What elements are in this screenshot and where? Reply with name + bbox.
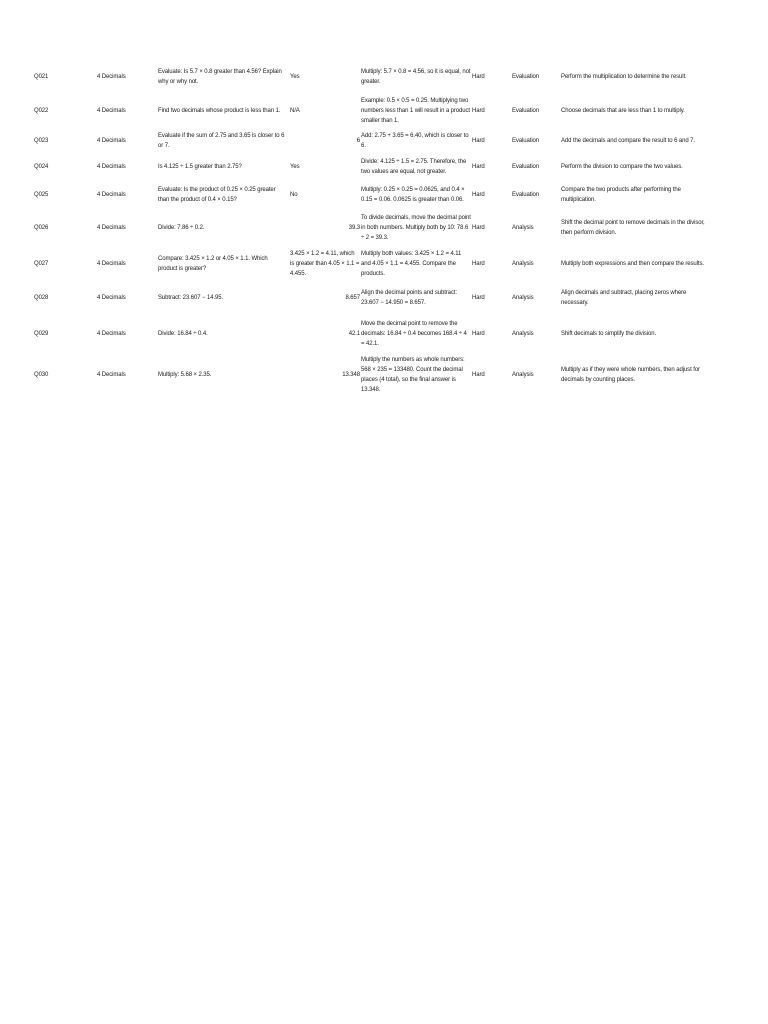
explanation-cell-text: Align the decimal points and subtract: 23.607 − 14.950 = 8.657. xyxy=(361,290,457,306)
question-cell xyxy=(158,152,288,182)
explanation-cell-text: Multiply: 0.25 × 0.25 = 0.0625, and 0.4 × 0.15 = 0.06. 0.0625 is greater than 0.06. xyxy=(361,187,465,203)
type-cell-text: Evaluation xyxy=(512,74,540,80)
explanation-cell xyxy=(361,182,471,208)
question-cell xyxy=(158,248,288,280)
explanation-cell xyxy=(361,316,471,352)
type-cell xyxy=(512,62,560,92)
table-row xyxy=(0,62,768,92)
category-cell-text: 4 Decimals xyxy=(97,164,126,170)
question-id-cell-text: Q022 xyxy=(34,108,49,114)
category-cell xyxy=(97,352,152,398)
question-cell-text: Evaluate: Is the product of 0.25 × 0.25 greater than the product of 0.4 × 0.15? xyxy=(158,187,276,203)
explanation-cell xyxy=(361,62,471,92)
category-cell-text: 4 Decimals xyxy=(97,372,126,378)
question-id-cell xyxy=(34,280,84,316)
table-row xyxy=(0,316,768,352)
difficulty-cell xyxy=(472,316,512,352)
explanation-cell xyxy=(361,130,471,152)
category-cell-text: 4 Decimals xyxy=(97,138,126,144)
question-id-cell-text: Q028 xyxy=(34,295,49,301)
question-id-cell xyxy=(34,352,84,398)
spreadsheet-table xyxy=(0,62,768,398)
answer-cell xyxy=(290,316,360,352)
answer-cell-text: 8.657 xyxy=(345,295,360,301)
hint-cell xyxy=(561,152,711,182)
table-row xyxy=(0,248,768,280)
hint-cell-text: Multiply both expressions and then compare the results. xyxy=(561,261,704,267)
question-cell xyxy=(158,208,288,248)
question-cell xyxy=(158,182,288,208)
type-cell-text: Analysis xyxy=(512,225,534,231)
table-row xyxy=(0,130,768,152)
question-cell-text: Divide: 16.84 ÷ 0.4. xyxy=(158,331,208,337)
type-cell-text: Analysis xyxy=(512,331,534,337)
category-cell xyxy=(97,208,152,248)
difficulty-cell-text: Hard xyxy=(472,261,485,267)
question-cell xyxy=(158,130,288,152)
question-id-cell-text: Q024 xyxy=(34,164,49,170)
category-cell xyxy=(97,248,152,280)
hint-cell-text: Shift the decimal point to remove decimals in the divisor, then perform division. xyxy=(561,220,705,236)
question-cell xyxy=(158,316,288,352)
answer-cell-text: No xyxy=(290,192,298,198)
question-cell xyxy=(158,280,288,316)
difficulty-cell xyxy=(472,248,512,280)
hint-cell xyxy=(561,92,711,130)
type-cell xyxy=(512,92,560,130)
category-cell xyxy=(97,280,152,316)
question-id-cell-text: Q029 xyxy=(34,331,49,337)
type-cell xyxy=(512,182,560,208)
question-id-cell-text: Q027 xyxy=(34,261,49,267)
hint-cell-text: Add the decimals and compare the result to 6 and 7. xyxy=(561,138,695,144)
answer-cell-text: 3.425 × 1.2 = 4.11, which is greater than 4.05 × 1.1 = 4.455. xyxy=(290,251,360,277)
difficulty-cell xyxy=(472,62,512,92)
question-cell-text: Compare: 3.425 × 1.2 or 4.05 × 1.1. Which product is greater? xyxy=(158,256,268,272)
answer-cell-text: Yes xyxy=(290,74,300,80)
question-cell-text: Evaluate if the sum of 2.75 and 3.65 is closer to 6 or 7. xyxy=(158,133,285,149)
difficulty-cell xyxy=(472,352,512,398)
question-cell-text: Is 4.125 ÷ 1.5 greater than 2.75? xyxy=(158,164,242,170)
explanation-cell-text: Move the decimal point to remove the decimals: 16.84 ÷ 0.4 becomes 168.4 ÷ 4 = 42.1. xyxy=(361,321,467,347)
question-id-cell xyxy=(34,182,84,208)
hint-cell xyxy=(561,208,711,248)
type-cell-text: Analysis xyxy=(512,295,534,301)
question-id-cell xyxy=(34,152,84,182)
question-cell-text: Find two decimals whose product is less than 1. xyxy=(158,108,281,114)
question-id-cell xyxy=(34,316,84,352)
type-cell-text: Analysis xyxy=(512,372,534,378)
explanation-cell-text: Multiply both values: 3.425 × 1.2 = 4.11 and 4.05 × 1.1 = 4.455. Compare the products. xyxy=(361,251,462,277)
difficulty-cell-text: Hard xyxy=(472,331,485,337)
question-cell-text: Subtract: 23.607 − 14.95. xyxy=(158,295,224,301)
question-cell-text: Divide: 7.86 ÷ 0.2. xyxy=(158,225,205,231)
category-cell xyxy=(97,152,152,182)
explanation-cell-text: Example: 0.5 × 0.5 = 0.25. Multiplying two numbers less than 1 will result in a product smaller than 1. xyxy=(361,98,470,124)
answer-cell-text: Yes xyxy=(290,164,300,170)
table-row xyxy=(0,208,768,248)
question-id-cell-text: Q025 xyxy=(34,192,49,198)
explanation-cell-text: Add: 2.75 + 3.65 = 6.40, which is closer to 6. xyxy=(361,133,469,149)
type-cell xyxy=(512,208,560,248)
hint-cell-text: Perform the multiplication to determine the result. xyxy=(561,74,687,80)
hint-cell-text: Compare the two products after performing the multiplication. xyxy=(561,187,681,203)
question-id-cell xyxy=(34,62,84,92)
category-cell xyxy=(97,130,152,152)
difficulty-cell-text: Hard xyxy=(472,108,485,114)
type-cell-text: Evaluation xyxy=(512,192,540,198)
table-row xyxy=(0,152,768,182)
type-cell-text: Evaluation xyxy=(512,164,540,170)
type-cell xyxy=(512,152,560,182)
answer-cell xyxy=(290,248,360,280)
difficulty-cell-text: Hard xyxy=(472,192,485,198)
category-cell-text: 4 Decimals xyxy=(97,108,126,114)
category-cell-text: 4 Decimals xyxy=(97,295,126,301)
hint-cell-text: Choose decimals that are less than 1 to multiply. xyxy=(561,108,685,114)
difficulty-cell-text: Hard xyxy=(472,372,485,378)
answer-cell-text: 42.1 xyxy=(348,331,360,337)
answer-cell xyxy=(290,62,360,92)
explanation-cell-text: Multiply: 5.7 × 0.8 = 4.56, so it is equal, not greater. xyxy=(361,69,471,85)
explanation-cell xyxy=(361,280,471,316)
answer-cell xyxy=(290,152,360,182)
question-cell-text: Evaluate: Is 5.7 × 0.8 greater than 4.56? Explain why or why not. xyxy=(158,69,282,85)
difficulty-cell xyxy=(472,92,512,130)
hint-cell-text: Perform the division to compare the two values. xyxy=(561,164,683,170)
explanation-cell xyxy=(361,152,471,182)
difficulty-cell xyxy=(472,130,512,152)
category-cell-text: 4 Decimals xyxy=(97,74,126,80)
explanation-cell-text: To divide decimals, move the decimal point in both numbers. Multiply both by 10: 78.6 ÷ 2 = 39.3. xyxy=(361,215,471,241)
type-cell-text: Analysis xyxy=(512,261,534,267)
category-cell xyxy=(97,92,152,130)
type-cell xyxy=(512,316,560,352)
answer-cell-text: 6 xyxy=(356,138,360,144)
hint-cell-text: Multiply as if they were whole numbers, then adjust for decimals by counting places. xyxy=(561,367,700,383)
question-id-cell xyxy=(34,248,84,280)
difficulty-cell xyxy=(472,152,512,182)
answer-cell-text: 13.348 xyxy=(342,372,360,378)
hint-cell-text: Align decimals and subtract, placing zeros where necessary. xyxy=(561,290,687,306)
hint-cell xyxy=(561,62,711,92)
question-cell xyxy=(158,352,288,398)
hint-cell xyxy=(561,316,711,352)
difficulty-cell xyxy=(472,208,512,248)
answer-cell-text: 39.3 xyxy=(348,225,360,231)
question-id-cell xyxy=(34,92,84,130)
category-cell xyxy=(97,316,152,352)
difficulty-cell-text: Hard xyxy=(472,295,485,301)
question-cell xyxy=(158,62,288,92)
explanation-cell-text: Divide: 4.125 ÷ 1.5 = 2.75. Therefore, the two values are equal, not greater. xyxy=(361,159,467,175)
type-cell xyxy=(512,130,560,152)
type-cell xyxy=(512,248,560,280)
category-cell xyxy=(97,182,152,208)
difficulty-cell-text: Hard xyxy=(472,164,485,170)
explanation-cell xyxy=(361,92,471,130)
category-cell-text: 4 Decimals xyxy=(97,225,126,231)
question-id-cell-text: Q026 xyxy=(34,225,49,231)
question-cell-text: Multiply: 5.68 × 2.35. xyxy=(158,372,212,378)
hint-cell-text: Shift decimals to simplify the division. xyxy=(561,331,657,337)
table-row xyxy=(0,280,768,316)
explanation-cell xyxy=(361,352,471,398)
hint-cell xyxy=(561,352,711,398)
category-cell-text: 4 Decimals xyxy=(97,261,126,267)
table-row xyxy=(0,352,768,398)
type-cell xyxy=(512,352,560,398)
category-cell-text: 4 Decimals xyxy=(97,192,126,198)
difficulty-cell-text: Hard xyxy=(472,225,485,231)
answer-cell-text: N/A xyxy=(290,108,300,114)
question-id-cell-text: Q030 xyxy=(34,372,49,378)
difficulty-cell-text: Hard xyxy=(472,74,485,80)
question-id-cell xyxy=(34,208,84,248)
answer-cell xyxy=(290,130,360,152)
answer-cell xyxy=(290,280,360,316)
category-cell xyxy=(97,62,152,92)
difficulty-cell-text: Hard xyxy=(472,138,485,144)
difficulty-cell xyxy=(472,280,512,316)
question-cell xyxy=(158,92,288,130)
question-id-cell xyxy=(34,130,84,152)
difficulty-cell xyxy=(472,182,512,208)
answer-cell xyxy=(290,208,360,248)
question-id-cell-text: Q023 xyxy=(34,138,49,144)
table-row xyxy=(0,182,768,208)
explanation-cell xyxy=(361,248,471,280)
hint-cell xyxy=(561,130,711,152)
type-cell xyxy=(512,280,560,316)
hint-cell xyxy=(561,182,711,208)
explanation-cell-text: Multiply the numbers as whole numbers: 568 × 235 = 133480. Count the decimal places (4 total), so the final answer is 13.348. xyxy=(361,357,465,393)
category-cell-text: 4 Decimals xyxy=(97,331,126,337)
answer-cell xyxy=(290,182,360,208)
answer-cell xyxy=(290,352,360,398)
answer-cell xyxy=(290,92,360,130)
hint-cell xyxy=(561,280,711,316)
table-row xyxy=(0,92,768,130)
explanation-cell xyxy=(361,208,471,248)
question-id-cell-text: Q021 xyxy=(34,74,49,80)
type-cell-text: Evaluation xyxy=(512,138,540,144)
hint-cell xyxy=(561,248,711,280)
type-cell-text: Evaluation xyxy=(512,108,540,114)
